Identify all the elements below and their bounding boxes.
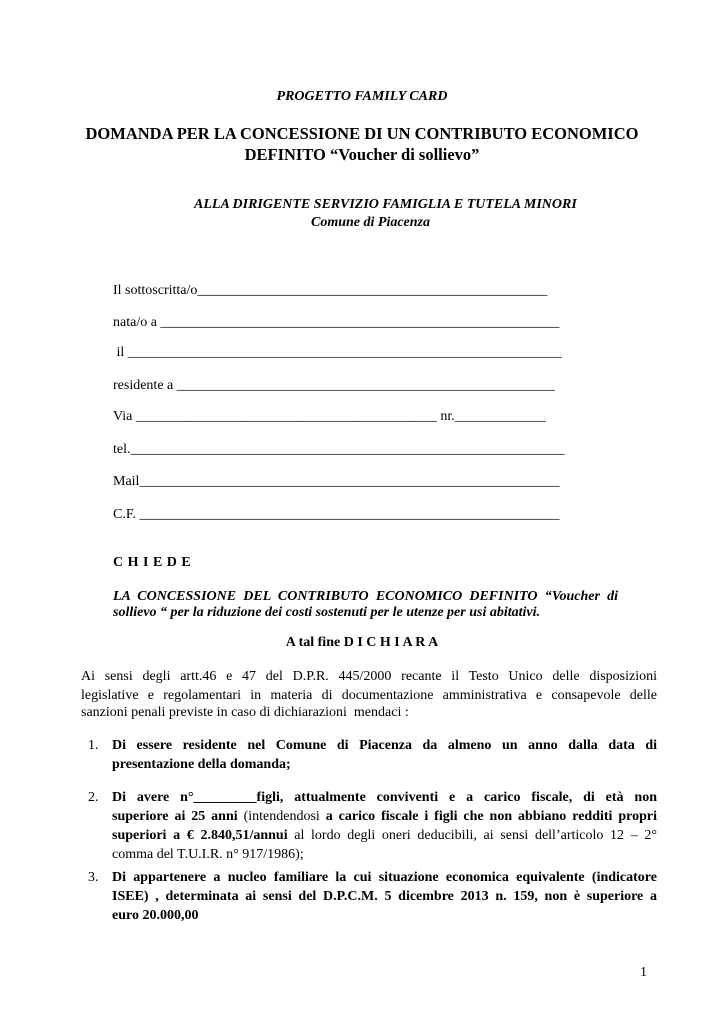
list-item-text-bold: a carico fiscale i figli che non abbiano redditi propri bbox=[325, 809, 657, 824]
declaration-intro-line2: legislative e regolamentari in materia di documentazione amministrativa e consapevole delle bbox=[81, 688, 657, 703]
page-number: 1 bbox=[640, 965, 647, 980]
list-item-text-line bbox=[112, 826, 657, 845]
list-item-text-bold: superiore ai 25 anni bbox=[112, 809, 238, 824]
declaration-prefix: A tal fine bbox=[285, 635, 344, 650]
list-item-text-bold: superiori a € 2.840,51/annui bbox=[112, 828, 288, 843]
request-text-line2: sollievo “ per la riduzione dei costi sostenuti per le utenze per usi abitativi. bbox=[113, 605, 541, 620]
declaration-intro-line3: sanzioni penali previste in caso di dichiarazioni mendaci : bbox=[81, 705, 409, 720]
field-birthdate[interactable]: il ______________________________________________________________ bbox=[113, 345, 562, 360]
document-title-line1: DOMANDA PER LA CONCESSIONE DI UN CONTRIBUTO ECONOMICO bbox=[85, 124, 639, 143]
declaration-heading bbox=[0, 635, 724, 651]
request-heading: C H I E D E bbox=[113, 555, 192, 570]
declaration-intro-line1: Ai sensi degli artt.46 e 47 del D.P.R. 445/2000 recante il Testo Unico delle disposizioni bbox=[81, 669, 657, 684]
field-phone[interactable]: tel.______________________________________________________________ bbox=[113, 442, 565, 457]
list-item-text-line: euro 20.000,00 bbox=[112, 908, 199, 923]
field-tax-code[interactable]: C.F. ____________________________________________________________ bbox=[113, 507, 560, 522]
list-item-text-line: comma del T.U.I.R. n° 917/1986); bbox=[112, 847, 304, 862]
addressee-municipality: Comune di Piacenza bbox=[311, 215, 431, 230]
list-item-text-line: presentazione della domanda; bbox=[112, 757, 291, 772]
list-item-number: 2. bbox=[88, 790, 99, 805]
addressee-office: ALLA DIRIGENTE SERVIZIO FAMIGLIA E TUTELA MINORI bbox=[194, 197, 577, 212]
field-street[interactable]: Via ___________________________________________ nr._____________ bbox=[113, 409, 546, 424]
list-item-number: 3. bbox=[88, 870, 99, 885]
list-item-text-line: Di avere n°_________figli, attualmente conviventi e a carico fiscale, di età non bbox=[112, 790, 657, 805]
list-item-text-line bbox=[112, 807, 657, 826]
project-label: PROGETTO FAMILY CARD bbox=[276, 89, 448, 104]
list-item-text-line: ISEE) , determinata ai sensi del D.P.C.M. 5 dicembre 2013 n. 159, non è superiore a bbox=[112, 889, 657, 904]
request-text-line1: LA CONCESSIONE DEL CONTRIBUTO ECONOMICO DEFINITO “Voucher di bbox=[113, 589, 618, 604]
field-email[interactable]: Mail____________________________________________________________ bbox=[113, 474, 560, 489]
field-birthplace[interactable]: nata/o a _________________________________________________________ bbox=[113, 315, 560, 330]
field-residence[interactable]: residente a ______________________________________________________ bbox=[113, 378, 555, 393]
list-item-text-regular: (intendendosi bbox=[237, 809, 326, 824]
declaration-keyword: D I C H I A R A bbox=[343, 635, 439, 650]
document-title-line2: DEFINITO “Voucher di sollievo” bbox=[244, 145, 480, 164]
list-item-text-regular: al lordo degli oneri deducibili, ai sensi dell’articolo 12 – 2° bbox=[287, 828, 657, 843]
list-item-number: 1. bbox=[88, 738, 99, 753]
list-item-text-line: Di essere residente nel Comune di Piacenza da almeno un anno dalla data di bbox=[112, 738, 657, 753]
list-item-text-line: Di appartenere a nucleo familiare la cui situazione economica equivalente (indicatore bbox=[112, 870, 657, 885]
field-name[interactable]: Il sottoscritta/o__________________________________________________ bbox=[113, 283, 548, 298]
